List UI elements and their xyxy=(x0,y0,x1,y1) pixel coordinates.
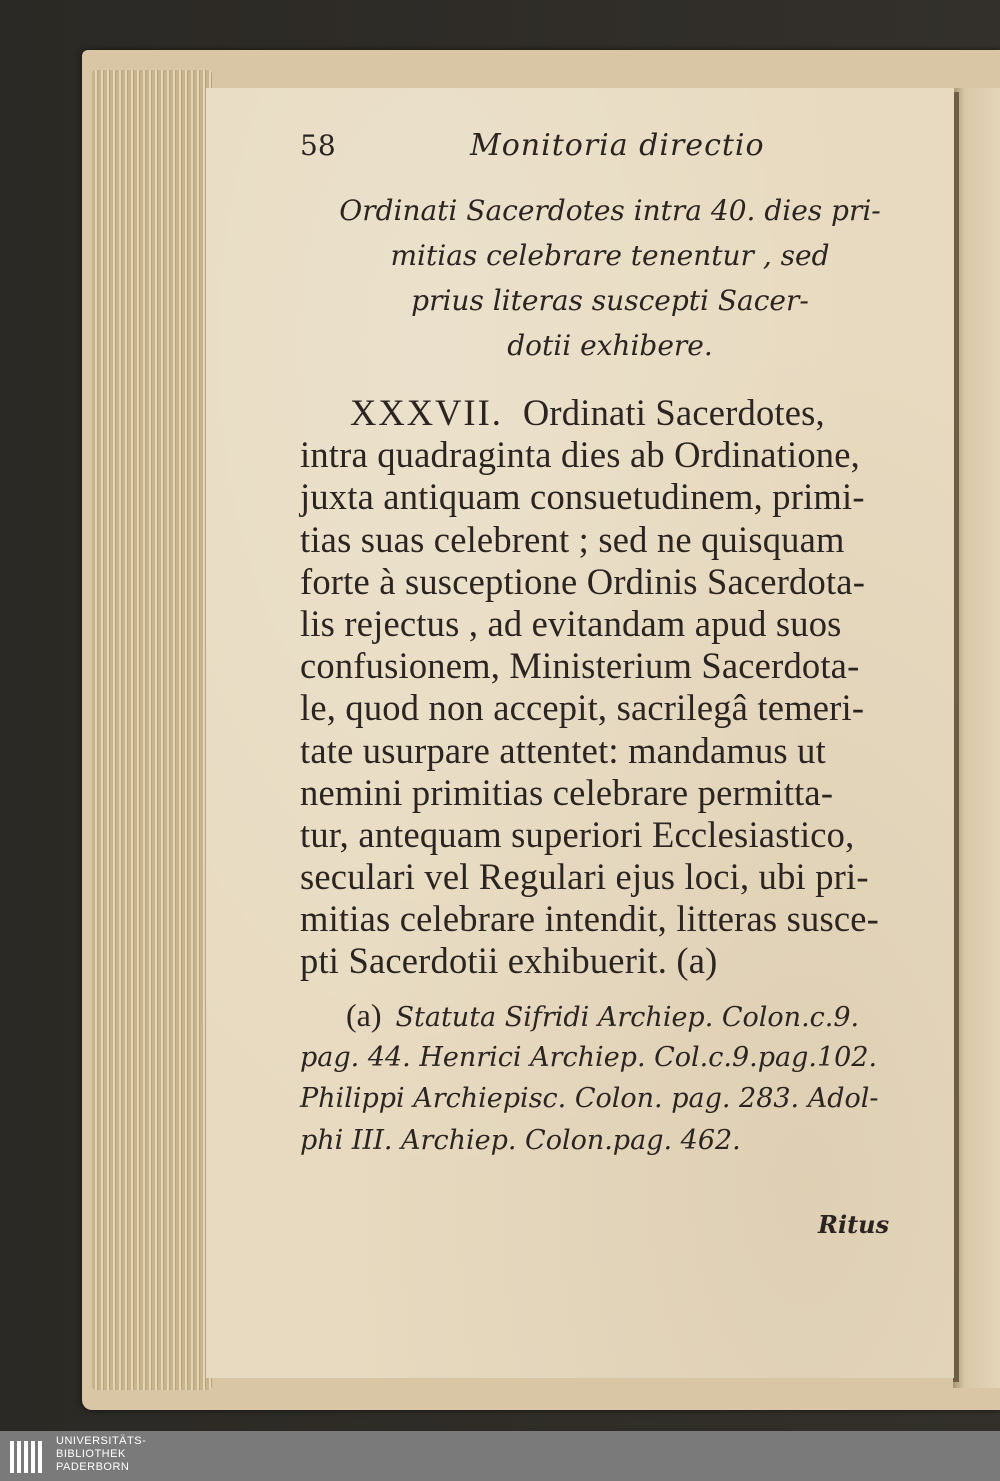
body-line: forte à susceptione Ordinis Sacerdota- xyxy=(300,560,866,602)
library-name-line: UNIVERSITÄTS- xyxy=(56,1435,147,1447)
body-paragraph xyxy=(300,392,925,983)
catchword: Ritus xyxy=(818,1210,890,1239)
body-line: nemini primitias celebrare permitta- xyxy=(300,771,834,813)
body-line: lis rejectus , ad evitandam apud suos xyxy=(300,602,842,644)
page-edges xyxy=(92,70,212,1390)
page-number: 58 xyxy=(300,129,336,162)
body-line: le, quod non accepit, sacrilegâ temeri- xyxy=(300,687,865,729)
body-line xyxy=(300,392,925,434)
library-logo-icon xyxy=(8,1437,48,1477)
facing-page-edge xyxy=(953,88,1000,1388)
library-name-line: PADERBORN xyxy=(56,1461,130,1473)
body-line: mitias celebrare intendit, litteras susce- xyxy=(300,898,879,940)
body-line-text: Ordinati Sacerdotes, xyxy=(522,392,825,433)
body-line: tate usurpare attentet: mandamus ut xyxy=(300,729,826,771)
body-line: pti Sacerdotii exhibuerit. (a) xyxy=(300,940,718,982)
footnote xyxy=(300,995,930,1161)
footnote-line: Philippi Archiepisc. Colon. pag. 283. Adol- xyxy=(300,1083,879,1114)
chapter-title-line: prius literas suscepti Sacer- xyxy=(411,284,809,317)
section-numeral: XXXVII. xyxy=(350,392,503,433)
footnote-line: phi III. Archiep. Colon.pag. 462. xyxy=(300,1124,741,1156)
chapter-title-line: mitias celebrare tenentur , sed xyxy=(390,239,830,272)
chapter-title-line: dotii exhibere. xyxy=(507,329,713,362)
library-name xyxy=(56,1435,146,1474)
footnote-line: pag. 44. Henrici Archiep. Col.c.9.pag.102. xyxy=(300,1041,878,1073)
body-line: seculari vel Regulari ejus loci, ubi pri- xyxy=(300,856,869,898)
chapter-title xyxy=(310,188,910,368)
footnote-marker: (a) xyxy=(346,997,382,1033)
library-footer xyxy=(0,1431,1000,1481)
page-header xyxy=(300,128,900,168)
body-line: intra quadraginta dies ab Ordinatione, xyxy=(300,434,860,476)
body-line: confusionem, Ministerium Sacerdota- xyxy=(300,645,860,687)
body-line: tur, antequam superiori Ecclesiastico, xyxy=(300,813,855,855)
footnote-line xyxy=(300,995,930,1037)
running-head: Monitoria directio xyxy=(470,128,765,163)
body-line: tias suas celebrent ; sed ne quisquam xyxy=(300,518,845,560)
library-name-line: BIBLIOTHEK xyxy=(56,1448,126,1460)
chapter-title-line: Ordinati Sacerdotes intra 40. dies pri- xyxy=(339,194,881,227)
body-line: juxta antiquam consuetudinem, primi- xyxy=(300,476,865,518)
footnote-line-text: Statuta Sifridi Archiep. Colon.c.9. xyxy=(395,1002,860,1033)
